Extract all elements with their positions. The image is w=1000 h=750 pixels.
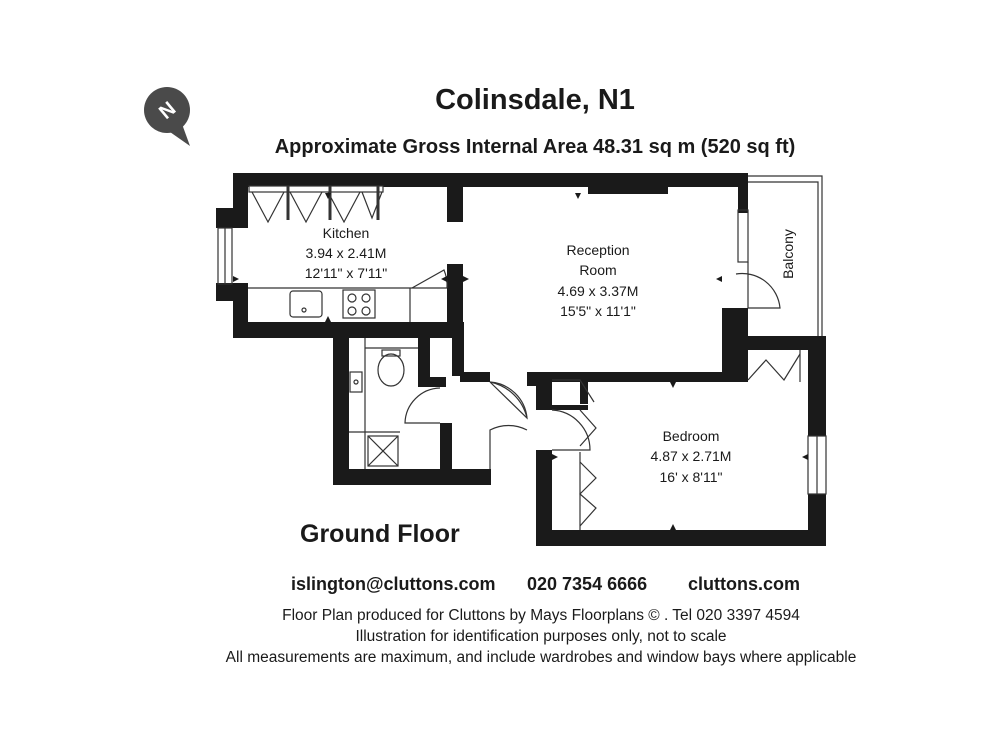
footer-measurements: All measurements are maximum, and include wardrobes and window bays where applicable [225,649,857,666]
north-arrow-icon [144,87,190,146]
bedroom-metric: 4.87 x 2.71M [650,448,732,464]
compass-letter: N [155,97,181,124]
plan-title: Colinsdale, N1 [435,84,635,116]
floor-label: Ground Floor [300,520,460,548]
kitchen-metric: 3.94 x 2.41M [305,245,387,261]
footer-credit: Floor Plan produced for Cluttons by Mays Floorplans © . Tel 020 3397 4594 [282,607,800,624]
walls [216,173,826,546]
reception-imperial: 15'5" x 11'1" [560,303,636,319]
kitchen-imperial: 12'11" x 7'11" [304,265,388,281]
bedroom-label: Bedroom [662,428,720,444]
reception-label-line1: Reception [566,242,630,258]
balcony-label: Balcony [780,229,796,279]
reception-label-line2: Room [579,262,617,278]
contact-phone[interactable]: 020 7354 6666 [527,574,648,594]
contact-email[interactable]: islington@cluttons.com [291,574,496,594]
bedroom-imperial: 16' x 8'11" [659,469,723,485]
footer-disclaimer: Illustration for identification purposes only, not to scale [355,628,727,645]
kitchen-label: Kitchen [322,225,370,241]
reception-metric: 4.69 x 3.37M [557,283,639,299]
gross-area-subtitle: Approximate Gross Internal Area 48.31 sq m (520 sq ft) [274,136,796,158]
contact-website[interactable]: cluttons.com [688,574,801,594]
